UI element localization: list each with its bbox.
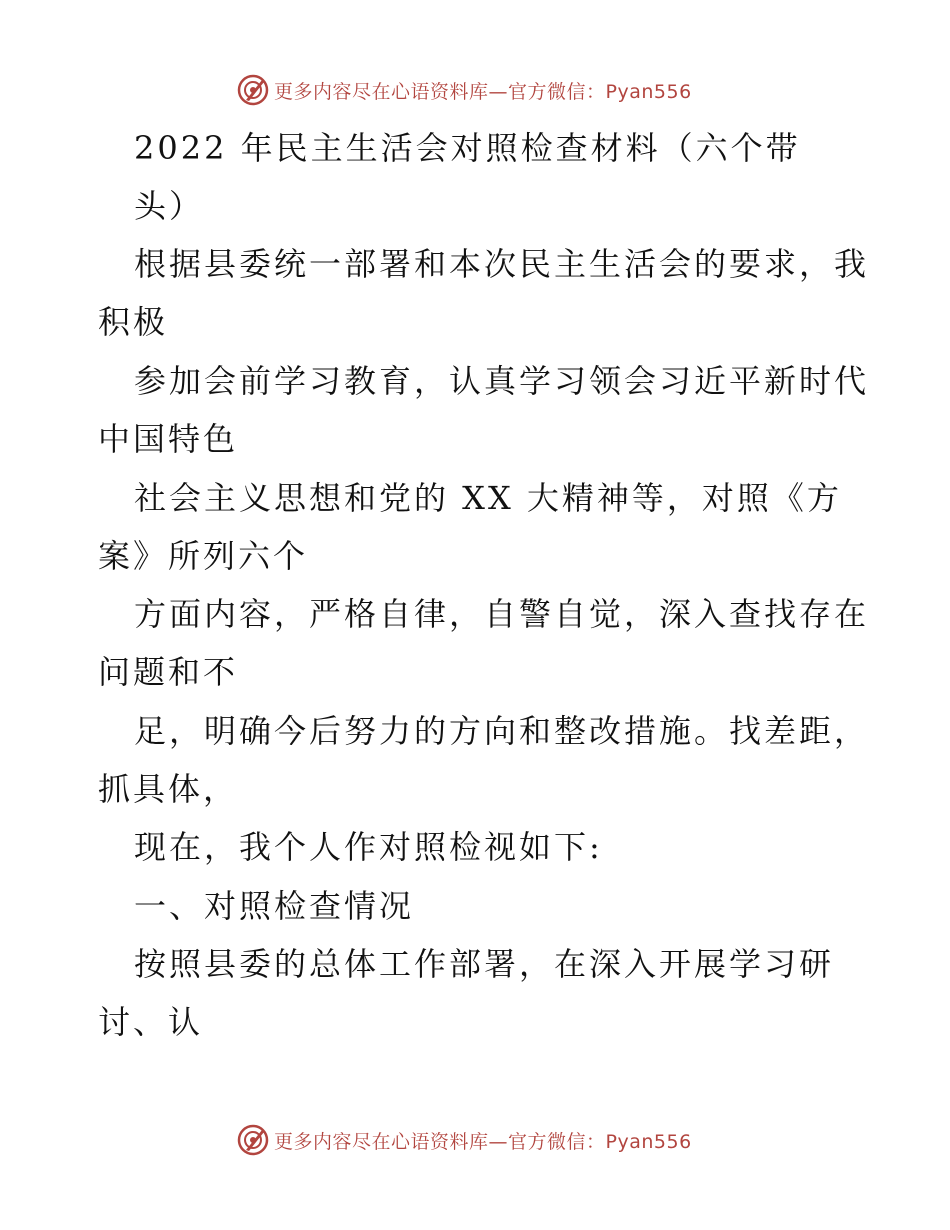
paragraph-line: 现在，我个人作对照检视如下: <box>134 828 603 866</box>
doc-title-line-2: 头） <box>134 187 205 225</box>
section-heading: 一、对照检查情况 <box>134 887 415 925</box>
quill-seal-icon <box>236 73 270 107</box>
paragraph-line: 抓具体， <box>98 770 239 808</box>
doc-title-line-1: 2022 年民主生活会对照检查材料（六个带 <box>134 129 801 167</box>
watermark-text: 更多内容尽在心语资料库—官方微信：Pyan556 <box>274 80 692 103</box>
paragraph-line: 案》所列六个 <box>98 537 309 575</box>
watermark-text: 更多内容尽在心语资料库—官方微信：Pyan556 <box>274 1130 692 1153</box>
paragraph-line: 问题和不 <box>98 653 239 691</box>
header-watermark <box>236 70 692 110</box>
paragraph-line: 足，明确今后努力的方向和整改措施。找差距， <box>134 712 870 750</box>
quill-seal-icon <box>236 1123 270 1157</box>
paragraph-line: 按照县委的总体工作部署，在深入开展学习研 <box>134 945 835 983</box>
paragraph-line: 中国特色 <box>98 420 239 458</box>
paragraph-line: 根据县委统一部署和本次民主生活会的要求，我 <box>134 245 870 283</box>
paragraph-line: 方面内容，严格自律，自警自觉，深入查找存在 <box>134 595 870 633</box>
paragraph-line: 积极 <box>98 303 169 341</box>
paragraph-line: 讨、认 <box>98 1003 204 1041</box>
paragraph-line: 参加会前学习教育，认真学习领会习近平新时代 <box>134 362 870 400</box>
footer-watermark <box>236 1120 692 1160</box>
paragraph-line: 社会主义思想和党的 XX 大精神等，对照《方 <box>134 479 842 517</box>
